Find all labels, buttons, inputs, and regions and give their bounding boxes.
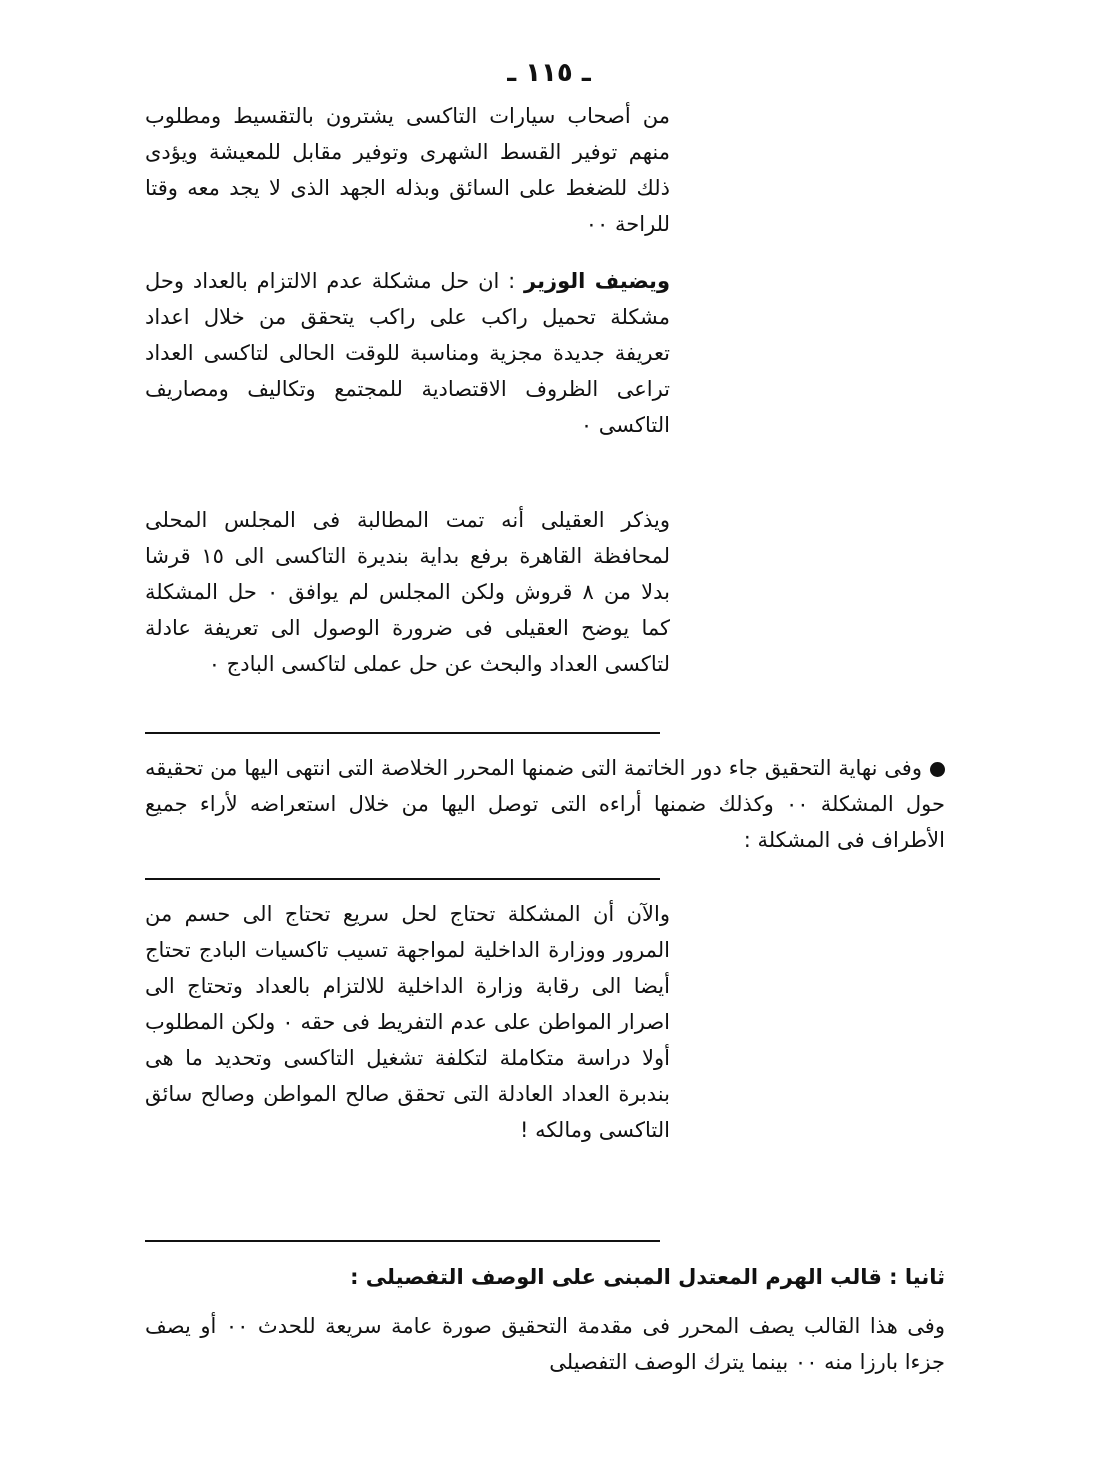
paragraph-1: من أصحاب سيارات التاكسى يشترون بالتقسيط ومطلوب منهم توفير القسط الشهرى وتوفير مقابل للمعيشة ويؤدى ذلك للضغط على السائق وبذله الجهد الذى لا يجد معه وقتا للراحة ٠٠ bbox=[145, 104, 670, 236]
paragraph-6: وفى هذا القالب يصف المحرر فى مقدمة التحقيق صورة عامة سريعة للحدث ٠٠ أو يصف جزءا بارزا منه ٠٠ بينما يترك الوصف التفصيلى bbox=[145, 1314, 945, 1374]
divider-2 bbox=[145, 878, 660, 880]
section-heading: ثانيا : قالب الهرم المعتدل المبنى على الوصف التفصيلى : bbox=[350, 1265, 945, 1289]
paragraph-4 bbox=[145, 750, 945, 858]
paragraph-2-lead: ويضيف الوزير bbox=[524, 269, 670, 293]
paragraph-2-body: : ان حل مشكلة عدم الالتزام بالعداد وحل مشكلة تحميل راكب على راكب يتحقق من خلال اعداد تعريفة جديدة مجزية ومناسبة للوقت الحالى لتاكسى العداد تراعى الظروف الاقتصادية للمجتمع وتكاليف ومصاريف التاكسى ٠ bbox=[145, 269, 670, 437]
paragraph-3: ويذكر العقيلى أنه تمت المطالبة فى المجلس المحلى لمحافظة القاهرة برفع بداية بنديرة التاكسى الى ١٥ قرشا بدلا من ٨ قروش ولكن المجلس لم يوافق ٠ حل المشكلة كما يوضح العقيلى فى ضرورة الوصول الى تعريفة عادلة لتاكسى العداد والبحث عن حل عملى لتاكسى البادج ٠ bbox=[145, 508, 670, 676]
page-number: ـ ١١٥ ـ bbox=[507, 58, 591, 88]
paragraph-2 bbox=[145, 263, 670, 443]
bullet-icon bbox=[930, 762, 945, 777]
divider-3 bbox=[145, 1240, 660, 1242]
paragraph-5: والآن أن المشكلة تحتاج لحل سريع تحتاج الى حسم من المرور ووزارة الداخلية لمواجهة تسيب تاكسيات البادج تحتاج أيضا الى رقابة وزارة الداخلية للالتزام بالعداد وتحتاج الى اصرار المواطن على عدم التفريط فى حقه ٠ ولكن المطلوب أولا دراسة متكاملة لتكلفة تشغيل التاكسى وتحديد ما هى بندبرة العداد العادلة التى تحقق صالح المواطن وصالح سائق التاكسى ومالكه ! bbox=[145, 902, 670, 1142]
divider-1 bbox=[145, 732, 660, 734]
paragraph-4-text: وفى نهاية التحقيق جاء دور الخاتمة التى ضمنها المحرر الخلاصة التى انتهى اليها من تحقيقه حول المشكلة ٠٠ وكذلك ضمنها أراءه التى توصل اليها من خلال استعراضه لأراء جميع الأطراف فى المشكلة : bbox=[145, 756, 945, 852]
